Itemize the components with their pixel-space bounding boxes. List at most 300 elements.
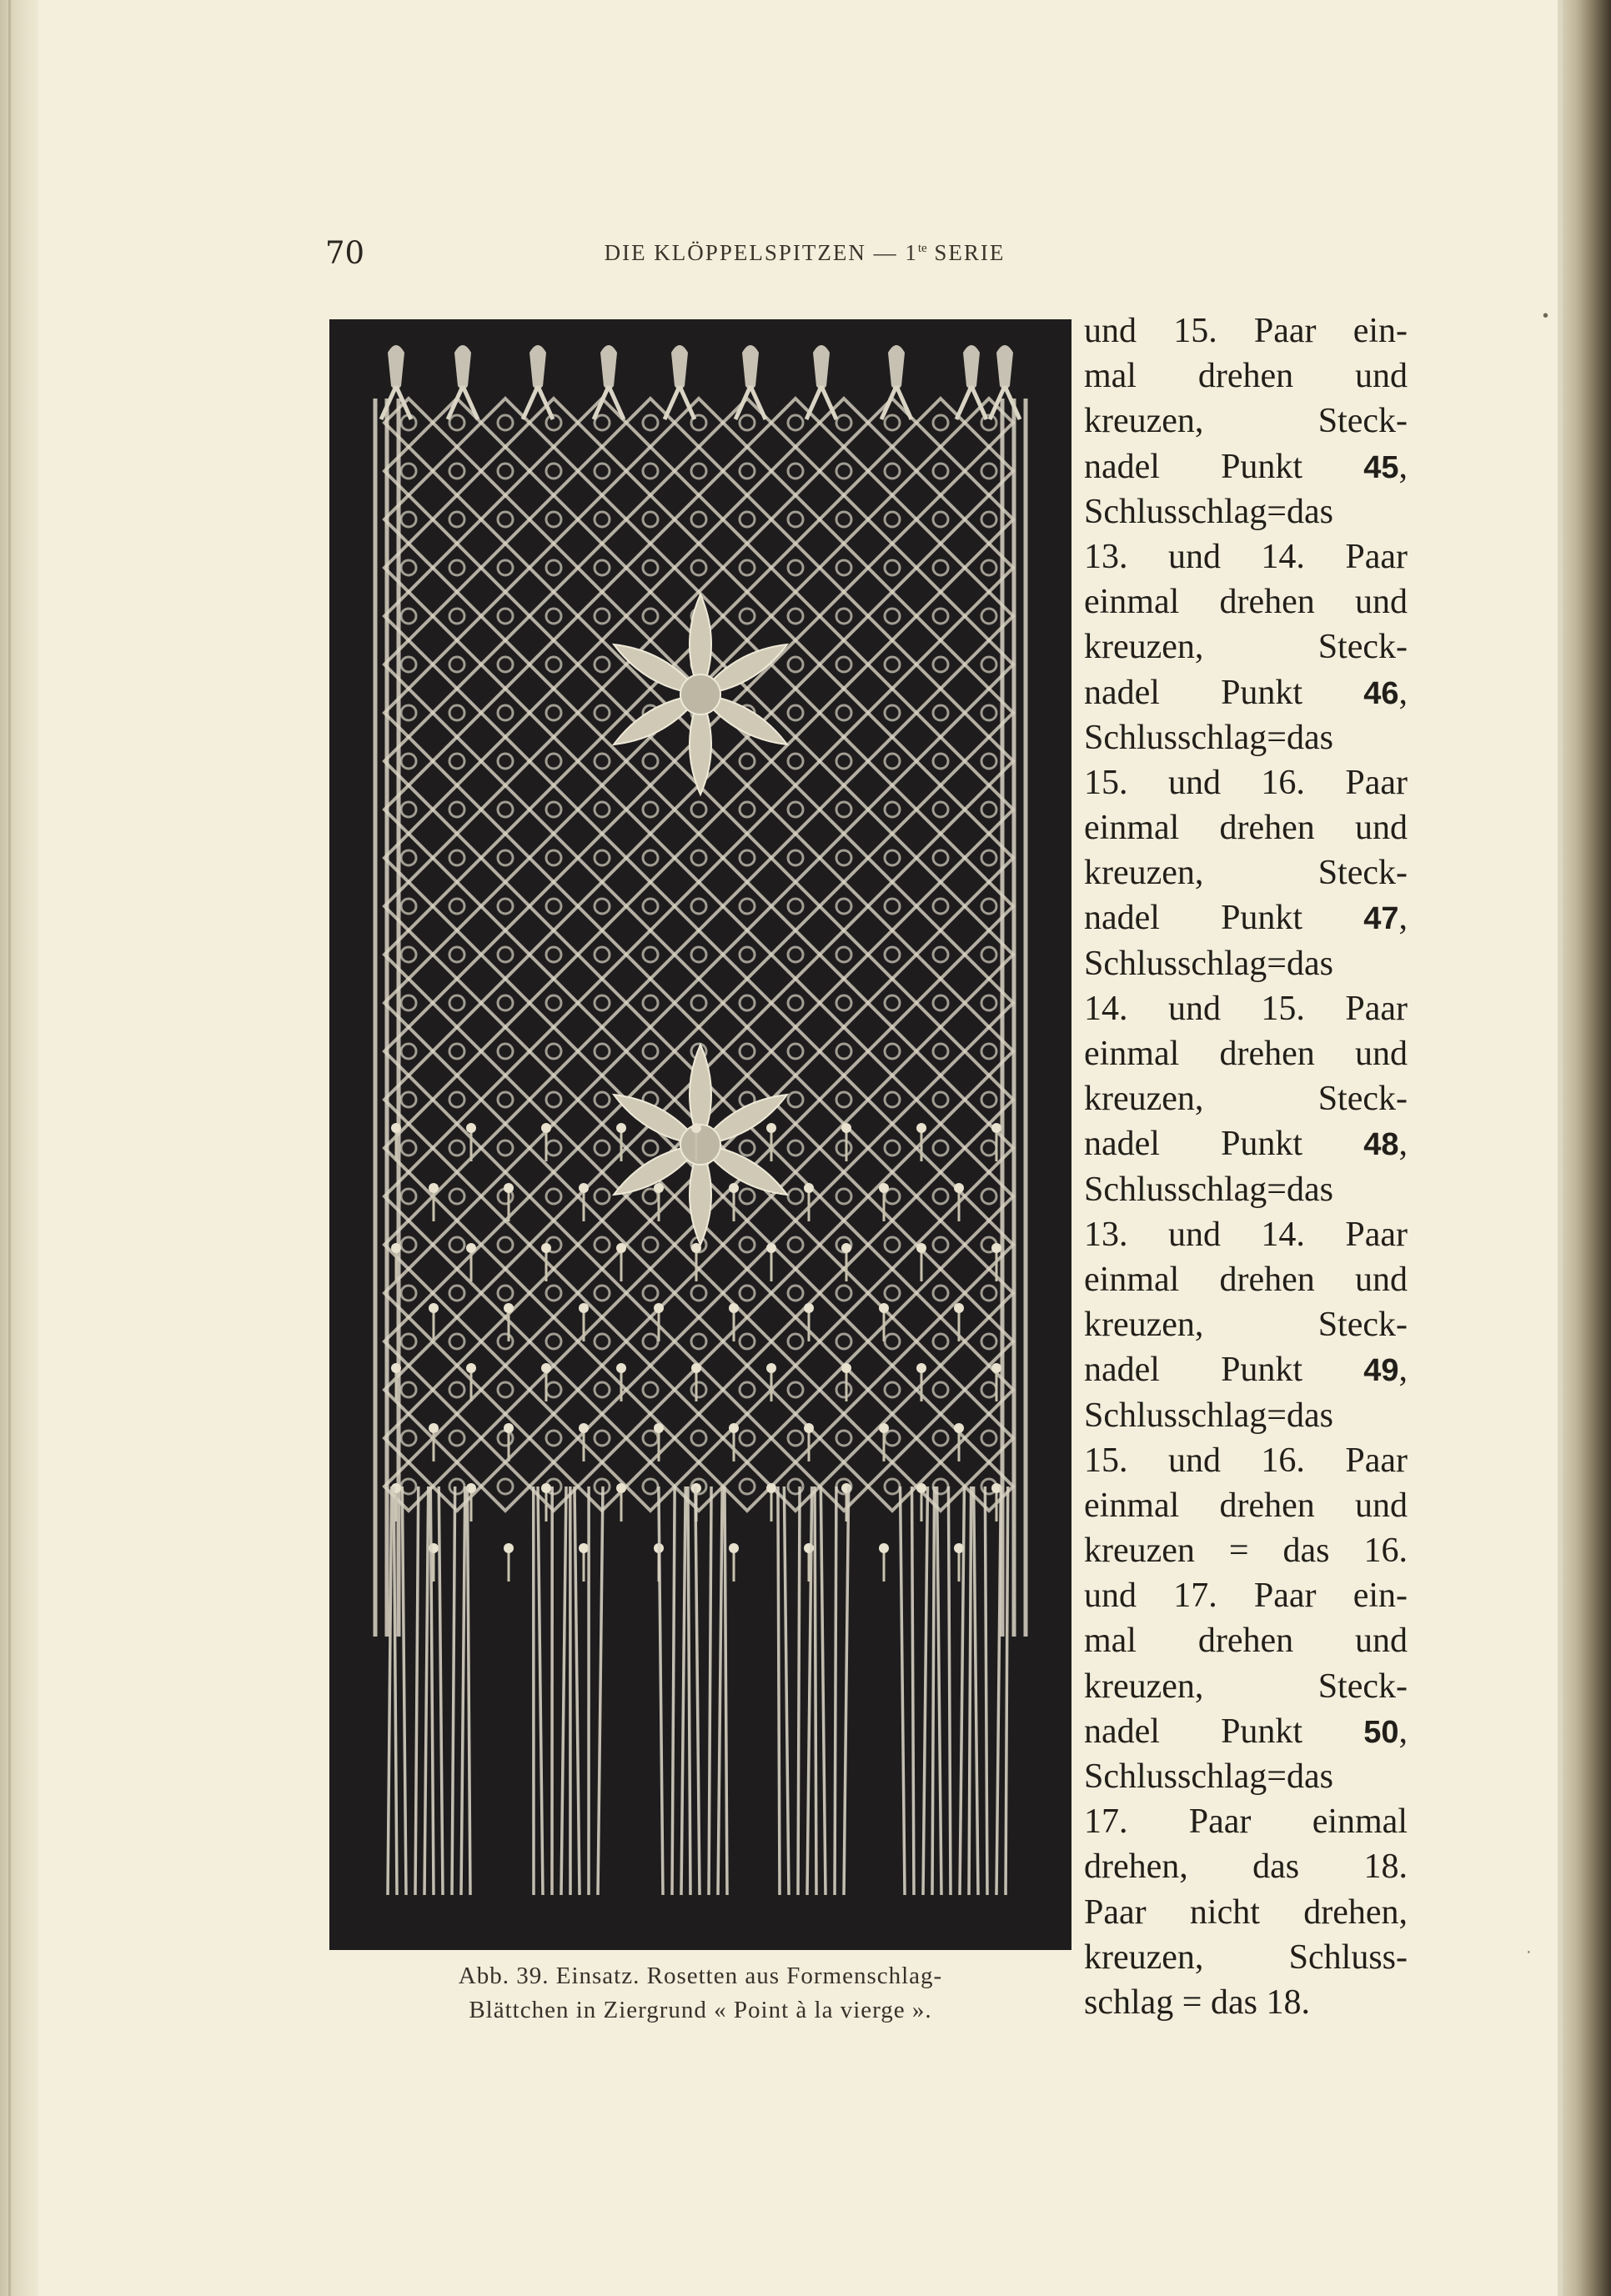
lace-ring — [449, 850, 464, 865]
lace-ring — [449, 1382, 464, 1397]
hanging-thread — [415, 1486, 419, 1895]
lace-mesh-cell — [675, 1269, 723, 1317]
lace-mesh-cell — [820, 882, 868, 930]
lace-mesh-cell — [481, 882, 529, 930]
lace-ring — [788, 705, 803, 720]
lace-ring — [981, 512, 996, 527]
text-line — [1084, 1528, 1408, 1573]
lace-mesh-cell — [965, 1317, 1013, 1366]
lace-mesh-cell — [916, 930, 965, 979]
lace-mesh-cell — [965, 1366, 1013, 1414]
lace-ring — [546, 1382, 561, 1397]
lace-pin-head — [541, 1123, 551, 1133]
text-line — [1084, 308, 1408, 353]
lace-pin-head — [991, 1123, 1001, 1133]
lace-ring — [546, 464, 561, 479]
lace-mesh-cell — [481, 544, 529, 592]
lace-mesh-cell — [481, 1414, 529, 1462]
lace-ring — [595, 1382, 610, 1397]
lace-ring — [933, 1382, 948, 1397]
speck-mark: · — [1526, 1943, 1532, 1961]
lace-mesh-cell — [820, 1269, 868, 1317]
lace-mesh-cell — [384, 834, 433, 882]
lace-ring — [788, 1044, 803, 1059]
lace-ring — [788, 1382, 803, 1397]
lace-mesh-cell — [384, 1124, 433, 1172]
lace-ring — [836, 512, 851, 527]
lace-ring — [595, 1140, 610, 1156]
lace-ring — [546, 560, 561, 575]
lace-mesh-cell — [868, 1269, 916, 1317]
hanging-thread — [394, 1486, 397, 1895]
lace-ring — [595, 657, 610, 672]
lace-ring — [885, 1334, 900, 1349]
lace-mesh-cell — [771, 1221, 820, 1269]
top-knot — [671, 345, 688, 389]
lace-pin-head — [616, 1123, 626, 1133]
text-line-words: Schlusschlag=das — [1084, 1757, 1333, 1796]
lace-mesh-cell — [868, 785, 916, 834]
lace-ring — [401, 899, 416, 914]
lace-mesh-cell — [820, 640, 868, 689]
lace-ring — [981, 802, 996, 817]
lace-ring — [836, 754, 851, 769]
lace-ring — [595, 1286, 610, 1301]
lace-mesh-cell — [723, 399, 771, 447]
lace-mesh-cell — [384, 882, 433, 930]
lace-ring — [885, 609, 900, 624]
lace-ring — [449, 899, 464, 914]
text-line-words: kreuzen, Steck- — [1084, 1306, 1408, 1345]
lace-mesh-cell — [529, 1269, 578, 1317]
lace-ring — [401, 1382, 416, 1397]
lace-ring — [449, 1334, 464, 1349]
lace-ring — [836, 705, 851, 720]
text-line — [1084, 534, 1408, 579]
lace-mesh-cell — [965, 1027, 1013, 1075]
lace-ring — [981, 995, 996, 1010]
lace-ring — [836, 1044, 851, 1059]
lace-mesh-cell — [771, 882, 820, 930]
lace-pin-head — [504, 1183, 514, 1193]
lace-ring — [449, 802, 464, 817]
lace-ring — [933, 1334, 948, 1349]
lace-ring — [401, 995, 416, 1010]
lace-ring — [546, 657, 561, 672]
hanging-thread — [969, 1486, 971, 1895]
lace-mesh-cell — [868, 1124, 916, 1172]
lace-ring — [885, 1479, 900, 1494]
lace-mesh-cell — [965, 1221, 1013, 1269]
lace-ring — [595, 995, 610, 1010]
lace-ring — [643, 947, 658, 962]
lace-ring — [401, 1140, 416, 1156]
lace-mesh-cell — [578, 834, 626, 882]
lace-mesh-cell — [868, 640, 916, 689]
lace-ring — [933, 609, 948, 624]
lace-pin-head — [654, 1303, 664, 1313]
lace-pin-head — [916, 1243, 926, 1253]
lace-ring — [401, 657, 416, 672]
lace-ring — [981, 560, 996, 575]
lace-mesh-cell — [771, 592, 820, 640]
lace-mesh-cell — [723, 1027, 771, 1075]
lace-mesh-cell — [433, 1027, 481, 1075]
text-line — [1084, 1483, 1408, 1528]
text-line-words: 17. Paar einmal — [1084, 1802, 1408, 1842]
lace-mesh-cell — [965, 592, 1013, 640]
running-head-title-text: DIE KLÖPPELSPITZEN — 1 — [604, 240, 918, 265]
lace-mesh-cell — [916, 399, 965, 447]
hanging-thread — [932, 1486, 935, 1895]
lace-ring — [740, 1286, 755, 1301]
hanging-thread — [461, 1486, 465, 1895]
lace-mesh-cell — [529, 834, 578, 882]
text-line-punct: , — [1398, 1125, 1408, 1164]
lace-ring — [449, 1092, 464, 1107]
lace-mesh-cell — [433, 1366, 481, 1414]
lace-ring — [740, 754, 755, 769]
text-line — [1084, 489, 1408, 534]
top-knot — [963, 345, 980, 389]
lace-mesh-cell — [723, 979, 771, 1027]
lace-ring — [788, 560, 803, 575]
lace-ring — [981, 705, 996, 720]
lace-ring — [933, 415, 948, 430]
text-line-words: Schlusschlag=das — [1084, 1170, 1333, 1209]
lace-mesh-cell — [868, 1075, 916, 1124]
lace-ring — [595, 1334, 610, 1349]
lace-pin-head — [541, 1483, 551, 1493]
lace-ring — [449, 995, 464, 1010]
lace-mesh-cell — [433, 1414, 481, 1462]
lace-ring — [788, 609, 803, 624]
lace-ring — [836, 850, 851, 865]
lace-mesh-cell — [675, 979, 723, 1027]
lace-ring — [449, 705, 464, 720]
lace-mesh-cell — [626, 1027, 675, 1075]
text-line — [1084, 1347, 1408, 1392]
lace-mesh-cell — [626, 1414, 675, 1462]
lace-ring — [788, 802, 803, 817]
lace-mesh-cell — [965, 882, 1013, 930]
lace-ring — [885, 1382, 900, 1397]
lace-mesh-cell — [626, 1462, 675, 1511]
lace-mesh-cell — [868, 1172, 916, 1221]
lace-ring — [885, 1092, 900, 1107]
lace-ring — [498, 995, 513, 1010]
lace-ring — [836, 802, 851, 817]
lace-mesh-cell — [529, 1317, 578, 1366]
lace-mesh-cell — [529, 785, 578, 834]
lace-mesh-cell — [626, 785, 675, 834]
lace-ring — [546, 705, 561, 720]
lace-ring — [401, 850, 416, 865]
lace-ring — [643, 1431, 658, 1446]
lace-mesh-cell — [384, 544, 433, 592]
lace-mesh-cell — [578, 785, 626, 834]
text-line — [1084, 1754, 1408, 1799]
text-line — [1084, 1935, 1408, 1980]
lace-ring — [788, 1431, 803, 1446]
text-line-words: mal drehen und — [1084, 357, 1408, 396]
lace-mesh-cell — [965, 447, 1013, 495]
text-line-words: kreuzen, Schluss- — [1084, 1938, 1408, 1977]
lace-ring — [981, 1431, 996, 1446]
lace-pin-head — [691, 1243, 701, 1253]
lace-ring — [498, 464, 513, 479]
lace-mesh-cell — [529, 399, 578, 447]
lace-mesh-cell — [965, 1124, 1013, 1172]
text-line — [1084, 1799, 1408, 1844]
lace-ring — [643, 1237, 658, 1252]
lace-ring — [546, 1189, 561, 1204]
lace-mesh-cell — [916, 1414, 965, 1462]
lace-ring — [981, 1092, 996, 1107]
lace-pin-head — [466, 1363, 476, 1373]
lace-mesh-cell — [578, 1414, 626, 1462]
lace-mesh-cell — [626, 544, 675, 592]
lace-mesh-cell — [384, 1172, 433, 1221]
lace-mesh-cell — [965, 834, 1013, 882]
lace-mesh-cell — [820, 1027, 868, 1075]
lace-ring — [836, 947, 851, 962]
text-line — [1084, 624, 1408, 669]
text-line-words: mal drehen und — [1084, 1622, 1408, 1661]
lace-mesh-cell — [626, 930, 675, 979]
lace-ring — [981, 754, 996, 769]
lace-mesh-cell — [965, 399, 1013, 447]
lace-ring — [546, 1092, 561, 1107]
lace-pin-head — [391, 1123, 401, 1133]
lace-ring — [788, 1237, 803, 1252]
hanging-thread — [598, 1486, 603, 1895]
lace-mesh-cell — [868, 1414, 916, 1462]
lace-mesh-cell — [433, 640, 481, 689]
lace-ring — [643, 464, 658, 479]
lace-mesh-cell — [771, 1027, 820, 1075]
lace-ring — [836, 464, 851, 479]
top-knot — [388, 345, 404, 389]
lace-mesh-cell — [529, 1124, 578, 1172]
lace-ring — [740, 995, 755, 1010]
lace-mesh-cell — [529, 1075, 578, 1124]
lace-mesh-cell — [578, 689, 626, 737]
text-line-punct: , — [1398, 447, 1408, 486]
lace-mesh-cell — [433, 979, 481, 1027]
lace-ring — [788, 995, 803, 1010]
lace-ring — [643, 754, 658, 769]
lace-mesh-cell — [820, 1075, 868, 1124]
lace-mesh-cell — [916, 979, 965, 1027]
lace-pin-head — [916, 1363, 926, 1373]
lace-mesh-cell — [771, 834, 820, 882]
lace-ring — [788, 947, 803, 962]
lace-ring — [788, 1189, 803, 1204]
lace-mesh-cell — [481, 930, 529, 979]
lace-mesh-cell — [916, 1172, 965, 1221]
lace-ring — [740, 947, 755, 962]
lace-ring — [933, 1140, 948, 1156]
lace-ring — [401, 609, 416, 624]
body-text-column — [1084, 308, 1408, 2025]
lace-ring — [740, 1044, 755, 1059]
text-line-words: Schlusschlag=das — [1084, 944, 1333, 983]
text-line — [1084, 399, 1408, 444]
lace-ring — [691, 512, 706, 527]
lace-mesh-cell — [820, 1317, 868, 1366]
lace-mesh-cell — [626, 1221, 675, 1269]
lace-mesh-cell — [626, 737, 675, 785]
lace-ring — [595, 947, 610, 962]
lace-ring — [546, 1431, 561, 1446]
lace-ring — [643, 1286, 658, 1301]
lace-ring — [401, 1044, 416, 1059]
text-line — [1084, 670, 1408, 715]
lace-pin-head — [804, 1183, 814, 1193]
lace-mesh-cell — [675, 399, 723, 447]
lace-ring — [740, 1237, 755, 1252]
lace-mesh-cell — [384, 592, 433, 640]
lace-ring — [401, 947, 416, 962]
lace-pin-head — [391, 1243, 401, 1253]
lace-mesh-cell — [771, 1366, 820, 1414]
text-line — [1084, 941, 1408, 986]
lace-mesh-cell — [626, 447, 675, 495]
hanging-thread — [815, 1486, 816, 1895]
lace-mesh-cell — [433, 544, 481, 592]
lace-ring — [981, 657, 996, 672]
lace-mesh-cell — [626, 1317, 675, 1366]
lace-mesh-cell — [723, 1414, 771, 1462]
lace-mesh-cell — [384, 1317, 433, 1366]
lace-mesh-cell — [578, 592, 626, 640]
text-line — [1084, 1302, 1408, 1347]
lace-ring — [595, 1092, 610, 1107]
hanging-thread — [681, 1486, 685, 1895]
lace-ring — [401, 1237, 416, 1252]
lace-mesh-cell — [965, 737, 1013, 785]
running-head-title — [325, 240, 1284, 266]
text-line-words: einmal drehen und — [1084, 809, 1408, 848]
lace-mesh-cell — [384, 1221, 433, 1269]
lace-ring — [740, 560, 755, 575]
lace-mesh-cell — [433, 834, 481, 882]
lace-ring — [691, 802, 706, 817]
lace-ring — [788, 850, 803, 865]
lace-ring — [401, 1334, 416, 1349]
lace-mesh-cell — [675, 834, 723, 882]
lace-ring — [691, 850, 706, 865]
lace-mesh-cell — [578, 544, 626, 592]
lace-ring — [981, 1189, 996, 1204]
lace-ring — [981, 464, 996, 479]
lace-mesh-cell — [771, 1414, 820, 1462]
lace-mesh-cell — [384, 399, 433, 447]
lace-mesh-cell — [820, 495, 868, 544]
text-line — [1084, 1393, 1408, 1438]
lace-mesh-cell — [384, 1414, 433, 1462]
lace-ring — [643, 802, 658, 817]
hanging-thread — [985, 1486, 987, 1895]
hanging-thread — [821, 1486, 826, 1895]
lace-ring — [740, 1334, 755, 1349]
top-knot — [888, 345, 905, 389]
hanging-thread — [996, 1486, 1001, 1895]
lace-ring — [933, 512, 948, 527]
lace-ring — [740, 609, 755, 624]
lace-ring — [546, 1140, 561, 1156]
hanging-thread — [452, 1486, 455, 1895]
lace-mesh-cell — [965, 495, 1013, 544]
lace-ring — [498, 899, 513, 914]
lace-mesh-cell — [820, 785, 868, 834]
text-line — [1084, 1890, 1408, 1935]
lace-ring — [788, 1286, 803, 1301]
lace-mesh-cell — [820, 1172, 868, 1221]
lace-pin-head — [504, 1423, 514, 1433]
lace-ring — [643, 995, 658, 1010]
lace-mesh-cell — [771, 1172, 820, 1221]
lace-mesh-cell — [529, 882, 578, 930]
lace-pin-head — [766, 1123, 776, 1133]
text-line-words: nadel Punkt — [1084, 1125, 1364, 1164]
lace-pin-head — [691, 1363, 701, 1373]
lace-ring — [885, 995, 900, 1010]
lace-pin-head — [879, 1543, 889, 1553]
lace-mesh-cell — [965, 1172, 1013, 1221]
lace-ring — [595, 899, 610, 914]
lace-ring — [740, 464, 755, 479]
lace-ring — [498, 1382, 513, 1397]
lace-ring — [401, 754, 416, 769]
lace-mesh-cell — [481, 979, 529, 1027]
top-knot — [813, 345, 830, 389]
lace-mesh-cell — [868, 1221, 916, 1269]
hanging-thread — [798, 1486, 800, 1895]
text-line — [1084, 1257, 1408, 1302]
lace-ring — [449, 1140, 464, 1156]
lace-ring — [449, 754, 464, 769]
lace-ring — [546, 899, 561, 914]
text-line — [1084, 715, 1408, 760]
top-thread — [806, 386, 821, 419]
lace-mesh-cell — [723, 1366, 771, 1414]
lace-mesh-cell — [723, 834, 771, 882]
lace-mesh-cell — [529, 689, 578, 737]
lace-ring — [401, 1431, 416, 1446]
lace-ring — [595, 705, 610, 720]
lace-pin-head — [579, 1423, 589, 1433]
lace-ring — [401, 1189, 416, 1204]
lace-ring — [449, 464, 464, 479]
lace-ring — [595, 560, 610, 575]
lace-ring — [595, 415, 610, 430]
hanging-thread — [402, 1486, 406, 1895]
lace-mesh-cell — [868, 979, 916, 1027]
lace-ring — [885, 1140, 900, 1156]
hanging-thread — [784, 1486, 789, 1895]
text-line-words: kreuzen, Steck- — [1084, 854, 1408, 893]
text-line-words: einmal drehen und — [1084, 583, 1408, 622]
lace-mesh-cell — [868, 882, 916, 930]
lace-pin-head — [991, 1243, 1001, 1253]
lace-ring — [449, 1189, 464, 1204]
lace-pin-head — [879, 1303, 889, 1313]
lace-mesh-cell — [481, 1221, 529, 1269]
lace-ring — [595, 1237, 610, 1252]
top-knot — [996, 345, 1013, 389]
